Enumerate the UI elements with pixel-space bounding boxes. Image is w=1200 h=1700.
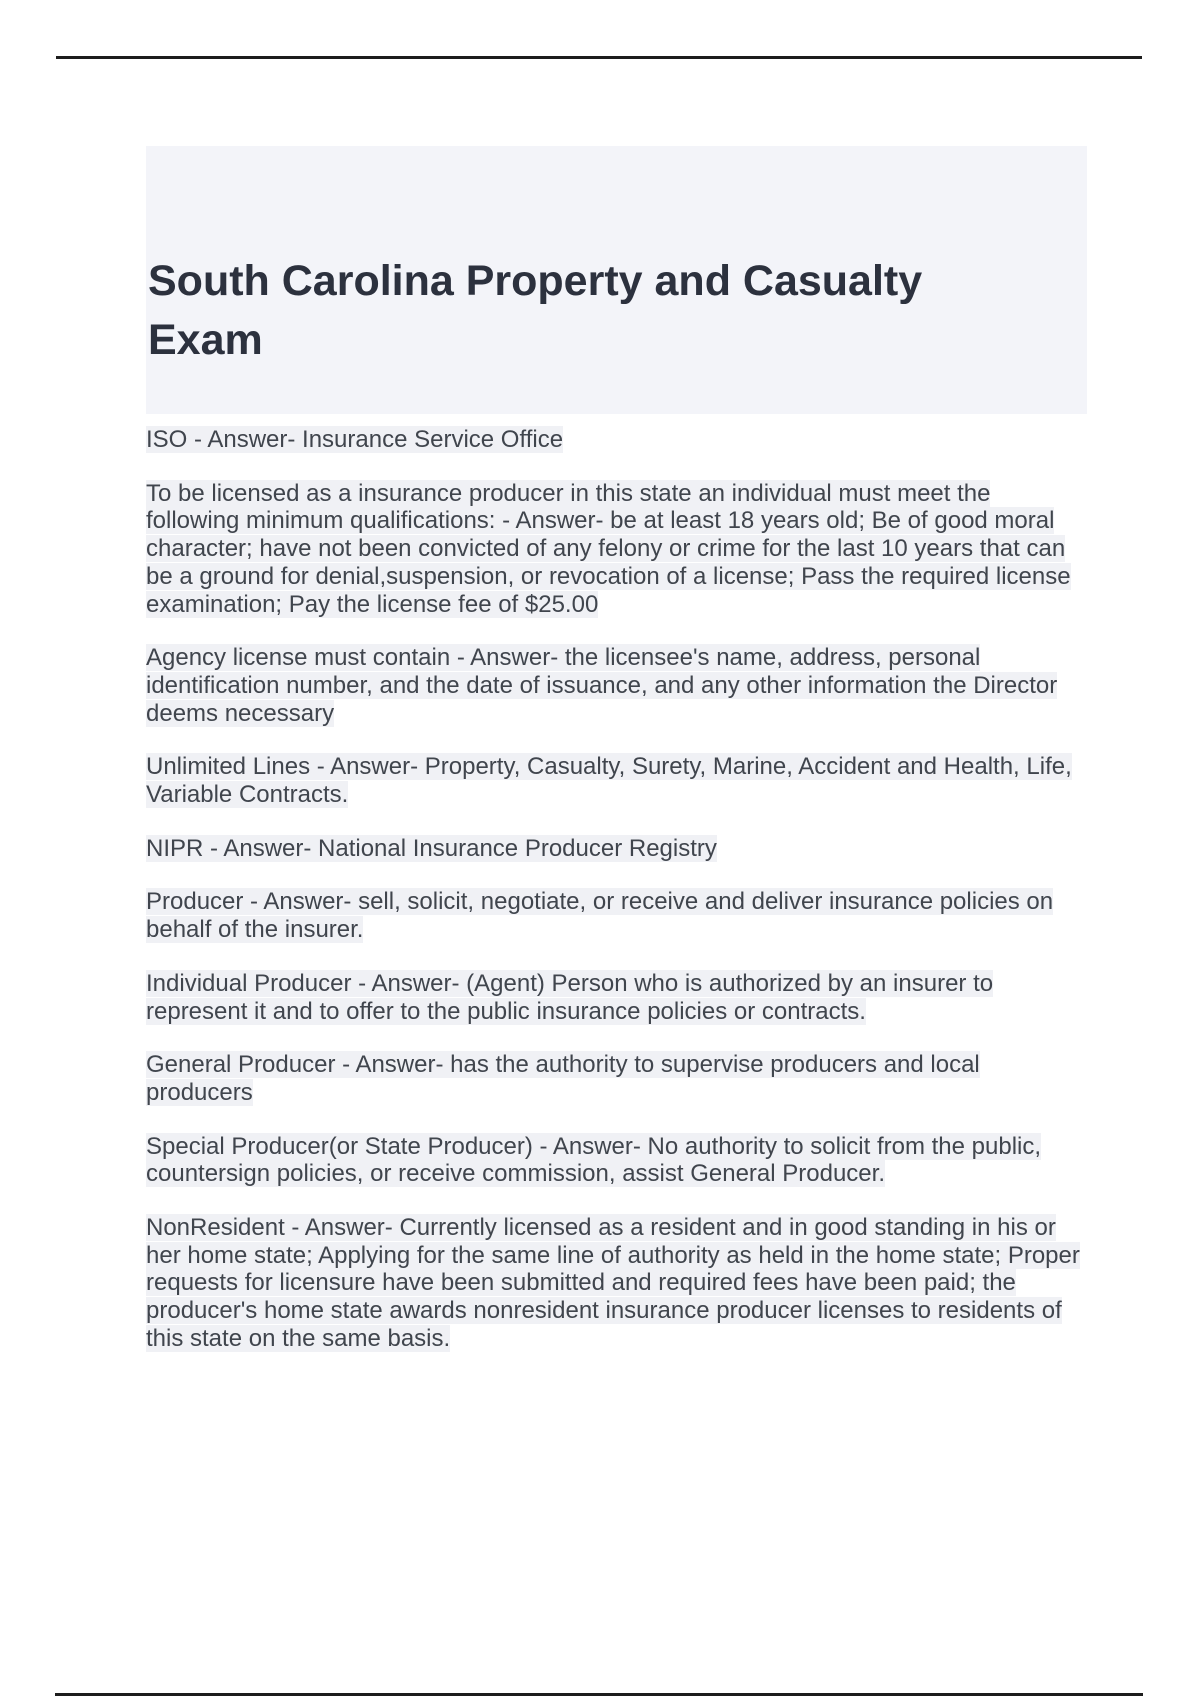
bottom-horizontal-rule — [55, 1693, 1143, 1696]
top-horizontal-rule — [56, 56, 1142, 59]
qa-item — [146, 970, 1087, 1025]
qa-item-text: Special Producer(or State Producer) - Answer- No authority to solicit from the public, countersign policies, or receive commission, assist General Producer. — [146, 1132, 1042, 1188]
qa-list — [146, 426, 1087, 1353]
qa-item — [146, 644, 1087, 727]
qa-item — [146, 1214, 1087, 1353]
page-title: South Carolina Property and Casualty Exam — [148, 257, 923, 364]
qa-item-text: Producer - Answer- sell, solicit, negotiate, or receive and deliver insurance policies on behalf of the insurer. — [146, 888, 1054, 944]
qa-item-text: General Producer - Answer- has the authority to supervise producers and local producers — [146, 1051, 980, 1106]
qa-item — [146, 1051, 1087, 1106]
qa-item-text: To be licensed as a insurance producer in this state an individual must meet the following minimum qualifications: - Answer- be at least 18 years old; Be of good moral character; have not been convicted of any felony or crime for the last 10 years that can be a ground for denial,suspension, or revocation of a license; Pass the required license examination; Pay the license fee of $25.00 — [146, 479, 1071, 618]
qa-item-text: NonResident - Answer- Currently licensed as a resident and in good standing in his or her home state; Applying for the same line of authority as held in the home state; Proper requests for licensure have been submitted and required fees have been paid; the producer's home state awards nonresident insurance producer licenses to residents of this state on the same basis. — [146, 1214, 1080, 1352]
qa-item — [146, 1133, 1087, 1188]
qa-item — [146, 888, 1087, 943]
qa-item — [146, 426, 1087, 454]
qa-item — [146, 480, 1087, 619]
page-content — [146, 146, 1087, 1379]
qa-item-text: NIPR - Answer- National Insurance Producer Registry — [146, 834, 717, 862]
title-block — [146, 146, 1087, 414]
qa-item-text: Individual Producer - Answer- (Agent) Person who is authorized by an insurer to represent it and to offer to the public insurance policies or contracts. — [146, 969, 994, 1025]
qa-item-text: Agency license must contain - Answer- the licensee's name, address, personal identification number, and the date of issuance, and any other information the Director deems necessary — [146, 644, 1058, 727]
qa-item — [146, 835, 1087, 863]
qa-item-text: ISO - Answer- Insurance Service Office — [146, 426, 564, 453]
qa-item — [146, 753, 1087, 808]
qa-item-text: Unlimited Lines - Answer- Property, Casualty, Surety, Marine, Accident and Health, Life, Variable Contracts. — [146, 753, 1072, 809]
